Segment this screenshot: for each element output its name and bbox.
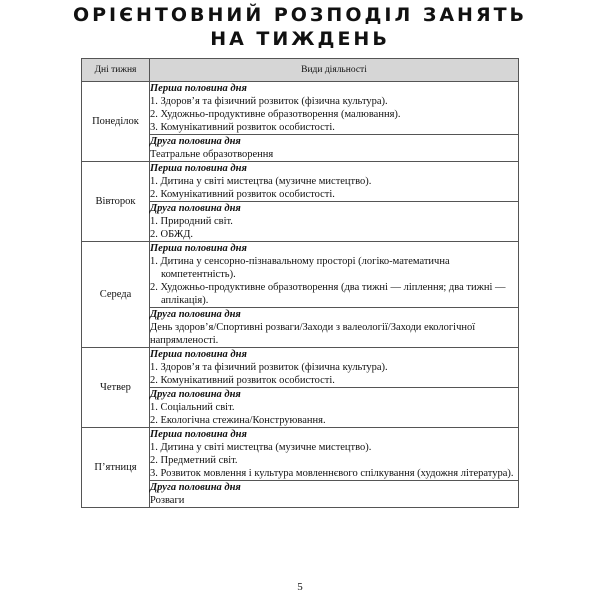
- activity-item: Розваги: [150, 495, 185, 506]
- weekly-schedule-table: [81, 58, 519, 508]
- day-cell: Вівторок: [82, 162, 150, 242]
- day-cell: Середа: [82, 242, 150, 348]
- activity-item: 1. Здоров’я та фізичний розвиток (фізична культура).: [150, 362, 388, 373]
- activity-item: 3. Комунікативний розвиток особистості.: [150, 122, 335, 133]
- first-half-cell: [150, 242, 519, 308]
- activity-item: 1. Дитина у сенсорно-пізнавальному просторі (логіко-математична компетентність).: [150, 256, 450, 280]
- header-activities: Види діяльності: [150, 59, 519, 82]
- page-title-line-1: ОРІЄНТОВНИЙ РОЗПОДІЛ ЗАНЯТЬ: [72, 4, 528, 26]
- half-day-heading: Друга половина дня: [150, 389, 241, 400]
- activity-item: 2. Художньо-продуктивне образотворення (два тижні — ліплення; два тижні — аплікація).: [150, 282, 506, 306]
- activity-item: 2. Комунікативний розвиток особистості.: [150, 189, 335, 200]
- half-day-heading: Перша половина дня: [150, 349, 247, 360]
- activity-item: 1. Природний світ.: [150, 216, 233, 227]
- table-row: [82, 242, 519, 308]
- page-number: 5: [297, 581, 303, 593]
- first-half-cell: [150, 82, 519, 135]
- table-row: [82, 162, 519, 202]
- activity-item: 2. Комунікативний розвиток особистості.: [150, 375, 335, 386]
- activity-item: 1. Дитина у світі мистецтва (музичне мистецтво).: [150, 442, 372, 453]
- first-half-cell: [150, 162, 519, 202]
- activity-item: 3. Розвиток мовлення і культура мовленнєвого спілкування (художня література).: [150, 468, 514, 479]
- first-half-cell: [150, 348, 519, 388]
- activity-item: 2. Предметний світ.: [150, 455, 238, 466]
- activity-item: День здоров’я/Спортивні розваги/Заходи з валеології/Заходи екологічної напрямленості.: [150, 322, 476, 346]
- half-day-heading: Перша половина дня: [150, 429, 247, 440]
- second-half-cell: [150, 202, 519, 242]
- first-half-cell: [150, 428, 519, 481]
- page-title-line-2: НА ТИЖДЕНЬ: [210, 28, 390, 50]
- activity-item: 1. Здоров’я та фізичний розвиток (фізична культура).: [150, 96, 388, 107]
- half-day-heading: Перша половина дня: [150, 243, 247, 254]
- activity-item: 1. Соціальний світ.: [150, 402, 235, 413]
- header-days: Дні тижня: [82, 59, 150, 82]
- second-half-cell: [150, 308, 519, 348]
- second-half-cell: [150, 481, 519, 508]
- half-day-heading: Друга половина дня: [150, 482, 241, 493]
- half-day-heading: Друга половина дня: [150, 203, 241, 214]
- day-cell: Четвер: [82, 348, 150, 428]
- table-row: [82, 82, 519, 135]
- half-day-heading: Перша половина дня: [150, 83, 247, 94]
- day-cell: П’ятниця: [82, 428, 150, 508]
- table-body: [82, 82, 519, 508]
- half-day-heading: Друга половина дня: [150, 136, 241, 147]
- second-half-cell: [150, 388, 519, 428]
- second-half-cell: [150, 135, 519, 162]
- day-cell: Понеділок: [82, 82, 150, 162]
- activity-item: 2. ОБЖД.: [150, 229, 194, 240]
- table-row: [82, 348, 519, 388]
- activity-item: Театральне образотворення: [150, 149, 274, 160]
- activity-item: 2. Екологічна стежина/Конструювання.: [150, 415, 326, 426]
- half-day-heading: Перша половина дня: [150, 163, 247, 174]
- table-row: [82, 428, 519, 481]
- activity-item: 1. Дитина у світі мистецтва (музичне мистецтво).: [150, 176, 372, 187]
- half-day-heading: Друга половина дня: [150, 309, 241, 320]
- activity-item: 2. Художньо-продуктивне образотворення (малювання).: [150, 109, 401, 120]
- table-header-row: [82, 59, 519, 82]
